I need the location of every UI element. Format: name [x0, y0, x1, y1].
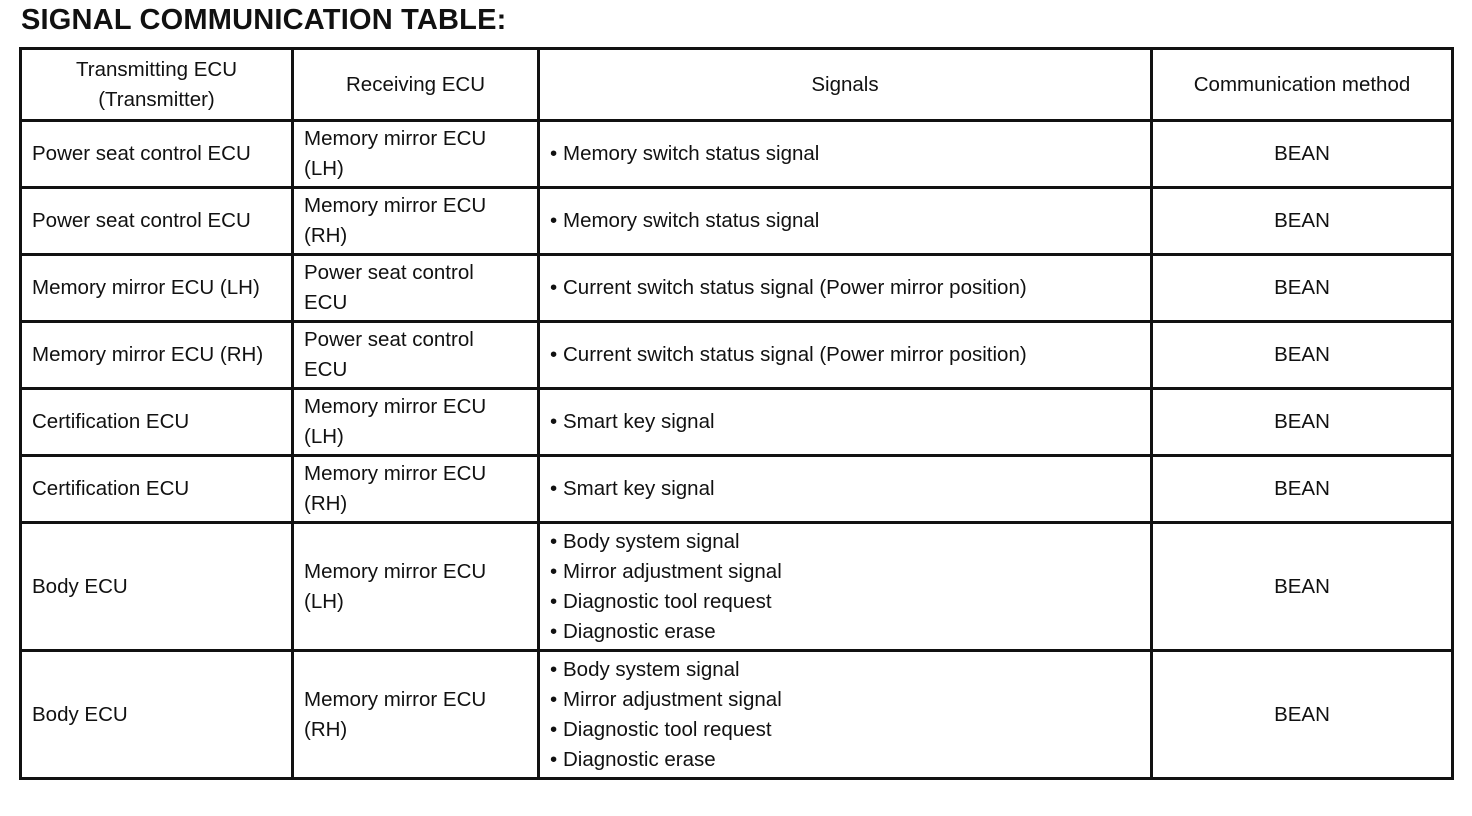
cell-communication-method: BEAN	[1152, 523, 1453, 651]
cell-signals	[539, 651, 1152, 779]
cell-signals	[539, 121, 1152, 188]
receiving-ecu-line1: Memory mirror ECU	[304, 395, 487, 418]
table-row	[21, 456, 1453, 523]
signal-item: • Mirror adjustment signal	[550, 685, 1140, 715]
receiving-ecu-line2: (RH)	[304, 717, 348, 741]
cell-receiving-ecu	[293, 456, 539, 523]
cell-receiving-ecu	[293, 523, 539, 651]
receiving-ecu-line1: Memory mirror ECU	[304, 127, 487, 150]
receiving-ecu-line1: Memory mirror ECU	[304, 687, 487, 711]
cell-receiving-ecu	[293, 121, 539, 188]
table-body	[21, 121, 1453, 779]
cell-signals	[539, 188, 1152, 255]
header-transmitting-line2: (Transmitter)	[98, 87, 215, 111]
signal-list	[550, 655, 1140, 775]
header-communication-method: Communication method	[1152, 49, 1453, 121]
cell-transmitting-ecu: Certification ECU	[21, 456, 293, 523]
cell-signals	[539, 456, 1152, 523]
signal-item: • Diagnostic erase	[550, 617, 1140, 647]
signal-communication-table	[19, 47, 1454, 780]
cell-transmitting-ecu: Power seat control ECU	[21, 121, 293, 188]
cell-transmitting-ecu: Memory mirror ECU (LH)	[21, 255, 293, 322]
receiving-ecu-line2: (RH)	[304, 224, 348, 247]
signal-list	[550, 407, 1140, 437]
cell-signals	[539, 322, 1152, 389]
cell-transmitting-ecu: Power seat control ECU	[21, 188, 293, 255]
cell-signals	[539, 389, 1152, 456]
signal-item: • Body system signal	[550, 527, 1140, 557]
cell-communication-method: BEAN	[1152, 651, 1453, 779]
signal-list	[550, 139, 1140, 169]
signal-item: • Smart key signal	[550, 474, 1140, 504]
signal-list	[550, 273, 1140, 303]
receiving-ecu-line1: Memory mirror ECU	[304, 559, 487, 583]
receiving-ecu-line1: Power seat control	[304, 261, 474, 284]
receiving-ecu-line2: ECU	[304, 291, 348, 314]
signal-list	[550, 340, 1140, 370]
signal-item: • Memory switch status signal	[550, 206, 1140, 236]
cell-transmitting-ecu: Body ECU	[21, 523, 293, 651]
cell-receiving-ecu	[293, 651, 539, 779]
cell-communication-method: BEAN	[1152, 188, 1453, 255]
header-transmitting-line1: Transmitting ECU	[76, 57, 237, 81]
cell-communication-method: BEAN	[1152, 121, 1453, 188]
signal-list	[550, 474, 1140, 504]
signal-item: • Memory switch status signal	[550, 139, 1140, 169]
receiving-ecu-line1: Memory mirror ECU	[304, 462, 487, 485]
cell-receiving-ecu	[293, 255, 539, 322]
cell-receiving-ecu	[293, 322, 539, 389]
table-row	[21, 389, 1453, 456]
signal-item: • Current switch status signal (Power mirror position)	[550, 273, 1140, 303]
cell-transmitting-ecu: Body ECU	[21, 651, 293, 779]
table-row	[21, 188, 1453, 255]
receiving-ecu-line2: (LH)	[304, 589, 344, 613]
signal-item: • Smart key signal	[550, 407, 1140, 437]
signal-item: • Diagnostic erase	[550, 745, 1140, 775]
signal-item: • Mirror adjustment signal	[550, 557, 1140, 587]
table-row	[21, 523, 1453, 651]
receiving-ecu-line1: Memory mirror ECU	[304, 194, 487, 217]
table-header-row	[21, 49, 1453, 121]
cell-transmitting-ecu: Certification ECU	[21, 389, 293, 456]
cell-transmitting-ecu: Memory mirror ECU (RH)	[21, 322, 293, 389]
signal-item: • Diagnostic tool request	[550, 715, 1140, 745]
header-receiving-ecu: Receiving ECU	[293, 49, 539, 121]
signal-list	[550, 527, 1140, 647]
cell-communication-method: BEAN	[1152, 389, 1453, 456]
cell-communication-method: BEAN	[1152, 456, 1453, 523]
signal-list	[550, 206, 1140, 236]
header-signals: Signals	[539, 49, 1152, 121]
signal-item: • Current switch status signal (Power mirror position)	[550, 340, 1140, 370]
table-row	[21, 651, 1453, 779]
signal-item: • Body system signal	[550, 655, 1140, 685]
receiving-ecu-line2: (LH)	[304, 157, 344, 180]
cell-signals	[539, 255, 1152, 322]
page-title: SIGNAL COMMUNICATION TABLE:	[21, 4, 507, 36]
table-row	[21, 255, 1453, 322]
receiving-ecu-line1: Power seat control	[304, 328, 474, 351]
receiving-ecu-line2: ECU	[304, 358, 348, 381]
table-row	[21, 322, 1453, 389]
receiving-ecu-line2: (LH)	[304, 425, 344, 448]
cell-signals	[539, 523, 1152, 651]
signal-item: • Diagnostic tool request	[550, 587, 1140, 617]
table-row	[21, 121, 1453, 188]
cell-receiving-ecu	[293, 389, 539, 456]
cell-receiving-ecu	[293, 188, 539, 255]
header-transmitting-ecu	[21, 49, 293, 121]
receiving-ecu-line2: (RH)	[304, 492, 348, 515]
cell-communication-method: BEAN	[1152, 255, 1453, 322]
cell-communication-method: BEAN	[1152, 322, 1453, 389]
